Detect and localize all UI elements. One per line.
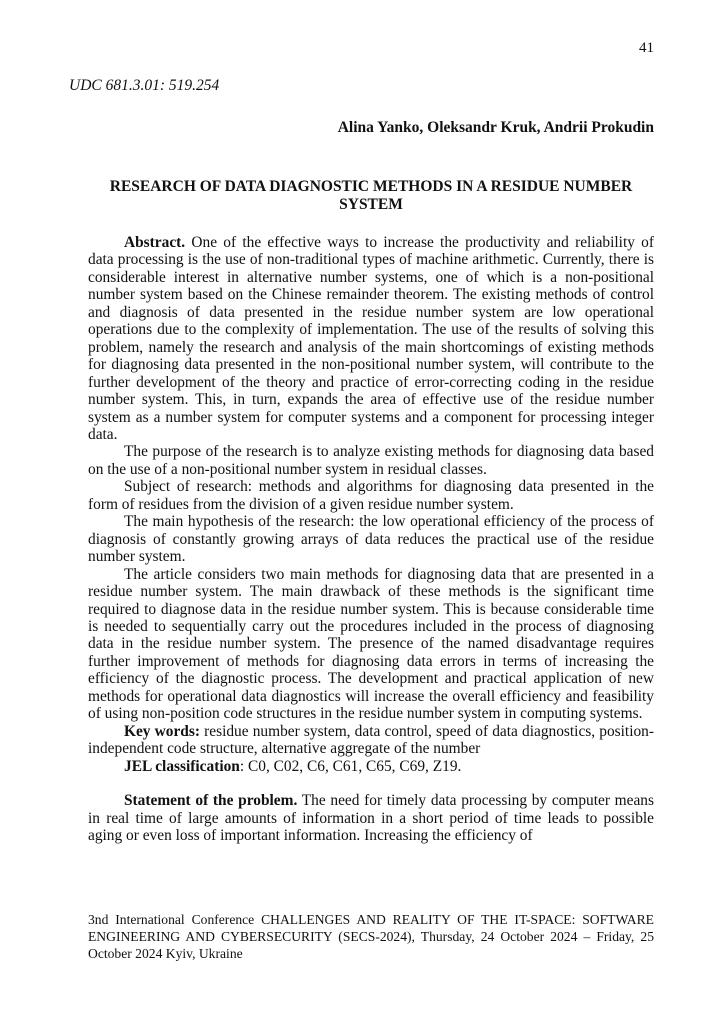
jel-label: JEL classification — [124, 757, 240, 775]
keywords-label: Key words: — [124, 722, 200, 740]
abstract-label: Abstract. — [124, 234, 186, 251]
paper-body — [88, 234, 654, 845]
paragraph-purpose: The purpose of the research is to analyze existing methods for diagnosing data based on the use of a non-positional number system in residual classes. — [88, 443, 654, 478]
statement-label: Statement of the problem. — [124, 792, 298, 810]
abstract — [88, 234, 654, 443]
jel-classification — [88, 758, 654, 775]
statement-of-problem — [88, 792, 654, 844]
conference-footer: 3nd International Conference CHALLENGES AND REALITY OF THE IT-SPACE: SOFTWARE ENGINEERING AND CYBERSECURITY (SECS-2024), Thursday, 24 October 2024 – Friday, 25 October 2024 Kyiv, Ukraine — [88, 912, 654, 961]
paragraph-subject: Subject of research: methods and algorithms for diagnosing data presented in the form of residues from the division of a given residue number system. — [88, 478, 654, 513]
page-number: 41 — [639, 40, 654, 56]
paper-title: RESEARCH OF DATA DIAGNOSTIC METHODS IN A RESIDUE NUMBER SYSTEM — [109, 178, 633, 213]
statement-text: The need for timely data processing by computer means in real time of large amounts of information in a short period of time leads to possible aging or even loss of important information. Increasing the efficiency of — [88, 792, 654, 845]
paragraph-hypothesis: The main hypothesis of the research: the low operational efficiency of the process of diagnosis of constantly growing arrays of data reduces the practical use of the residue number system. — [88, 513, 654, 566]
keywords-text: residue number system, data control, speed of data diagnostics, position-independent code structure, alternative aggregate of the number — [88, 722, 654, 758]
abstract-text: One of the effective ways to increase the productivity and reliability of data processing is the use of non-traditional types of machine arithmetic. Currently, there is considerable interest in alternative number systems, one of which is a non-positional number system based on the Chinese remainder theorem. The existing methods of control and diagnosis of data presented in the residue number system are low operational operations due to the complexity of implementation. The use of the results of solving this problem, namely the research and analysis of the main shortcomings of existing methods for diagnosing data presented in the non-positional number system, will contribute to the further development of the theory and practice of error-correcting coding in the residue number system. This, in turn, expands the area of effective use of the residue number system as a number system for computer systems and a component for processing integer data. — [88, 234, 654, 443]
udc-code: UDC 681.3.01: 519.254 — [69, 77, 220, 94]
authors: Alina Yanko, Oleksandr Kruk, Andrii Prokudin — [337, 119, 654, 136]
paragraph-article: The article considers two main methods for diagnosing data that are presented in a residue number system. The main drawback of these methods is the significant time required to diagnose data in the residue number system. This is because considerable time is needed to sequentially carry out the procedures included in the process of diagnosing data in the residue number system. The presence of the named disadvantage requires further improvement of methods for diagnosing data errors in terms of increasing the efficiency of the diagnostic process. The development and practical application of new methods for operational data diagnostics will increase the overall efficiency and feasibility of using non-position code structures in the residue number system in computing systems. — [88, 565, 654, 723]
keywords — [88, 723, 654, 758]
jel-text: : C0, C02, C6, C61, C65, C69, Z19. — [239, 757, 462, 775]
